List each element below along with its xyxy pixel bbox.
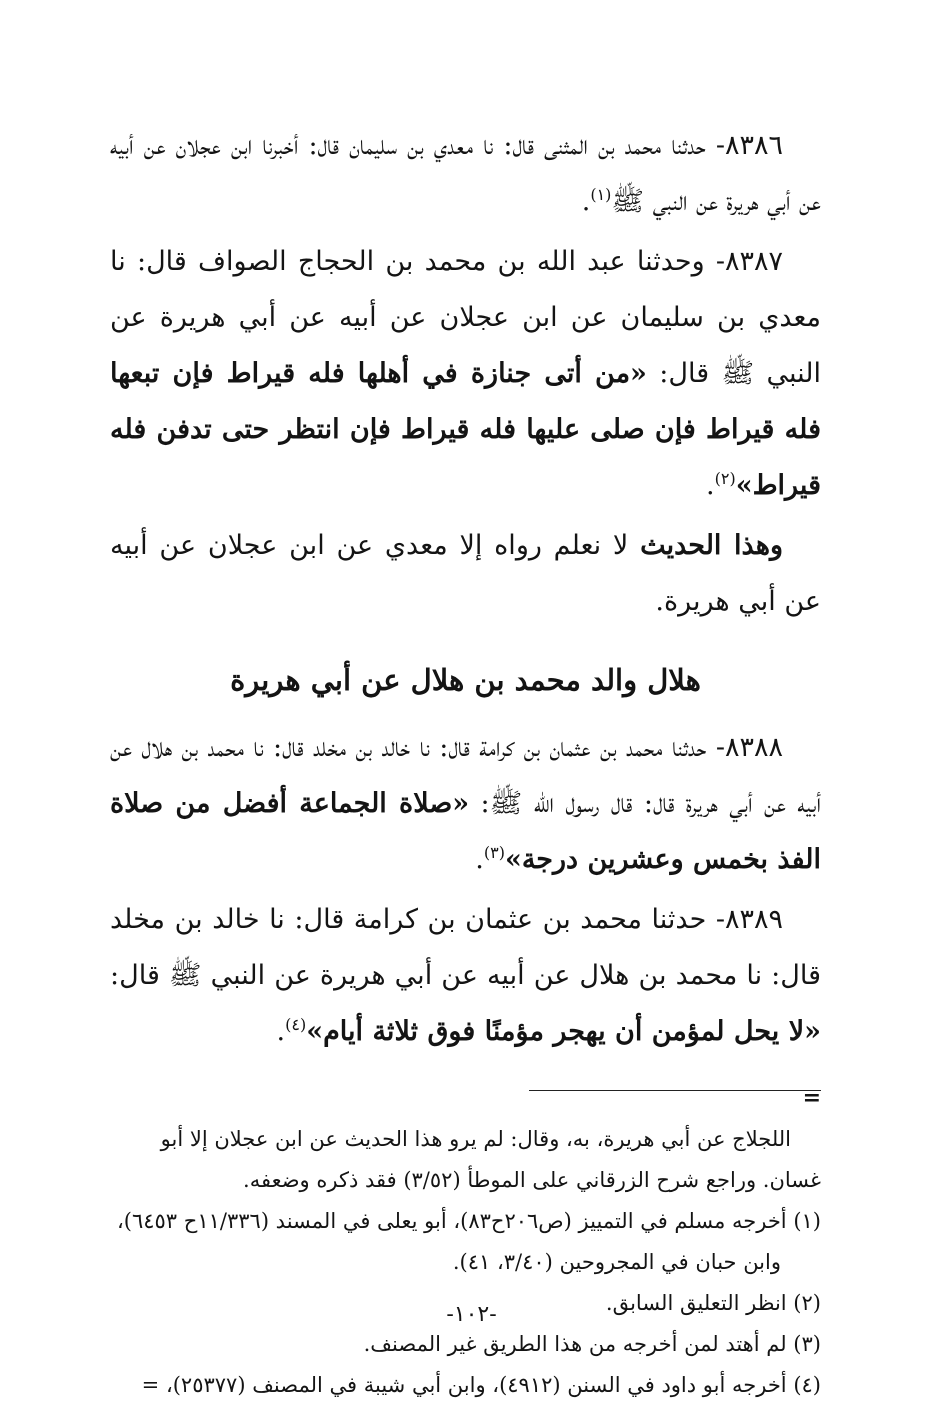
page-number: -١٠٢- [446, 1302, 497, 1327]
hadith-matn: «من أتى جنازة في أهلها فله قيراط فإن تبعها فله قيراط فإن صلى عليها فله قيراط فإن انتظر حتى تدفن فله قيراط» [110, 358, 821, 501]
footnote-continuation: اللجلاج عن أبي هريرة، به، وقال: لم يرو هذا الحديث عن ابن عجلان إلا أبو غسان. وراجع شرح الزرقاني على الموطأ (٣/٥٢) فقد ذكره وضعفه. [160, 1127, 821, 1192]
footnotes [110, 1119, 821, 1406]
comment-lead: وهذا الحديث [640, 530, 783, 561]
hadith-isnad: ٨٣٨٨- حدثنا محمد بن عثمان بن كرامة قال: نا خالد بن مخلد قال: نا محمد بن هلال عن أبيه عن أبي هريرة قال: قال رسول الله ﷺ: [110, 732, 821, 819]
footnote-ref[interactable]: (٣) [483, 843, 505, 862]
hadith-isnad: ٨٣٨٩- حدثنا محمد بن عثمان بن كرامة قال: نا خالد بن مخلد قال: نا محمد بن هلال عن أبيه عن أبي هريرة عن النبي ﷺ قال: [110, 904, 821, 991]
hadith-8386: ٨٣٨٦- حدثنا محمد بن المثنى قال: نا معدي بن سليمان قال: أخبرنا ابن عجلان عن أبيه عن أبي هريرة عن النبي ﷺ$^{(١)}$. [110, 130, 821, 217]
footnote-4 [110, 1365, 821, 1406]
hadith-8389: ٨٣٨٩- حدثنا محمد بن عثمان بن كرامة قال: نا خالد بن مخلد قال: نا محمد بن هلال عن أبيه عن أبي هريرة عن النبي ﷺ قال: «لا يحل لمؤمن أن يهجر مؤمنًا فوق ثلاثة أيام»$^{(٤)}$. [110, 904, 821, 1047]
hadith-isnad: ٨٣٨٧- وحدثنا عبد الله بن محمد بن الحجاج الصواف قال: نا معدي بن سليمان عن ابن عجلان عن أبيه عن أبي هريرة عن النبي ﷺ قال: [110, 246, 821, 389]
footnote-4-text: (٤) أخرجه أبو داود في السنن (٤٩١٢)، وابن أبي شيبة في المصنف (٢٥٣٧٧)، [165, 1373, 821, 1397]
author-comment [110, 518, 821, 630]
hadith-8388: ٨٣٨٨- حدثنا محمد بن عثمان بن كرامة قال: نا خالد بن مخلد قال: نا محمد بن هلال عن أبيه عن أبي هريرة قال: قال رسول الله ﷺ: «صلاة الجماعة أفضل من صلاة الفذ بخمس وعشرين درجة»$^{(٣)}$. [110, 732, 821, 875]
footnote-3: (٣) لم أهتد لمن أخرجه من هذا الطريق غير المصنف. [363, 1332, 821, 1356]
continuation-mark: = [802, 1085, 821, 1111]
footnote-ref[interactable]: (٤) [285, 1015, 307, 1034]
hadith-text: ٨٣٨٦- حدثنا محمد بن المثنى قال: نا معدي بن سليمان قال: أخبرنا ابن عجلان عن أبيه عن أبي هريرة عن النبي ﷺ [110, 130, 821, 217]
footnote-1: (١) أخرجه مسلم في التمييز (ص٢٠٦ح٨٣)، أبو يعلى في المسند (١١/٣٣٦ح ٦٤٥٣)، وابن حبان في المجروحين (٣/٤٠، ٤١). [116, 1209, 821, 1274]
section-heading: هلال والد محمد بن هلال عن أبي هريرة [230, 663, 701, 697]
hadith-matn: «صلاة الجماعة أفضل من صلاة الفذ بخمس وعشرين درجة» [110, 788, 821, 875]
hadith-8387: ٨٣٨٧- وحدثنا عبد الله بن محمد بن الحجاج الصواف قال: نا معدي بن سليمان عن ابن عجلان عن أبيه عن أبي هريرة عن النبي ﷺ قال: «من أتى جنازة في أهلها فله قيراط فإن تبعها فله قيراط فإن صلى عليها فله قيراط فإن انتظر حتى تدفن فله قيراط»$^{(٢)}$. [110, 246, 821, 501]
continuation-mark: = [141, 1373, 160, 1397]
footnote-2: (٢) انظر التعليق السابق. [605, 1291, 821, 1315]
footnote-ref[interactable]: (٢) [714, 469, 736, 488]
footnote-ref[interactable]: (١) [590, 185, 612, 204]
comment-text: لا نعلم رواه إلا معدي عن ابن عجلان عن أبيه عن أبي هريرة. [110, 530, 821, 617]
hadith-matn: «لا يحل لمؤمن أن يهجر مؤمنًا فوق ثلاثة أيام» [306, 1016, 821, 1047]
